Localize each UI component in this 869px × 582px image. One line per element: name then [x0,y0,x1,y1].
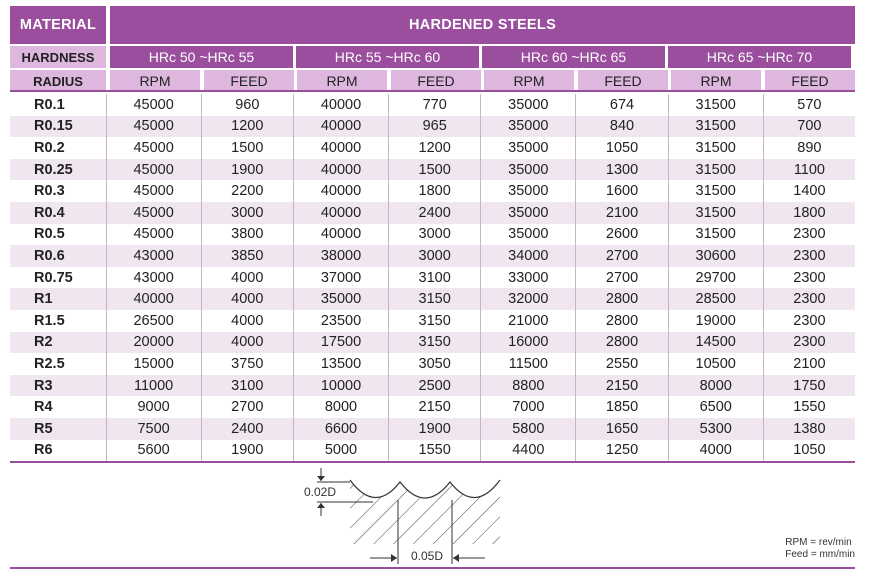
feed-cell: 3000 [389,245,481,267]
rpm-cell: 40000 [293,116,388,138]
radius-cell: R6 [34,442,53,459]
rpm-header: RPM [297,70,387,92]
table-row [10,180,855,202]
rpm-cell: 40000 [293,180,388,202]
rpm-cell: 35000 [481,137,576,159]
scallop-profile [350,480,500,498]
feed-header: FEED [578,70,668,92]
feed-cell: 1380 [763,418,855,440]
feed-cell: 890 [763,137,855,159]
rpm-cell: 19000 [668,310,763,332]
rpm-cell: 43000 [106,267,201,289]
feed-cell: 1100 [763,159,855,181]
feed-header: FEED [204,70,294,92]
units-legend [785,537,855,561]
feed-cell: 3050 [389,353,481,375]
feed-cell: 1800 [389,180,481,202]
rpm-cell: 5600 [106,440,201,462]
feed-cell: 3000 [201,202,293,224]
feed-cell: 3750 [201,353,293,375]
rpm-cell: 21000 [481,310,576,332]
feed-cell: 770 [389,94,481,116]
radius-cell: R0.6 [10,245,106,267]
feed-cell: 1400 [763,180,855,202]
rpm-cell: 5000 [293,440,388,462]
depth-label: 0.02D [304,485,337,499]
feed-cell: 2500 [389,375,481,397]
rpm-cell: 4000 [668,440,763,462]
feed-cell: 2150 [389,396,481,418]
table-header [10,6,855,92]
feed-cell: 4000 [201,310,293,332]
rpm-cell: 28500 [668,288,763,310]
arrow-up-icon [317,503,325,508]
rpm-cell: 40000 [106,288,201,310]
width-label: 0.05D [411,549,444,563]
rpm-cell: 35000 [293,288,388,310]
radius-cell: R0.75 [34,269,73,286]
feed-cell: 1550 [763,396,855,418]
scallop-diagram [295,464,525,564]
radius-cell: R0.4 [10,202,106,224]
rpm-cell: 30600 [668,245,763,267]
rpm-cell: 43000 [106,245,201,267]
feed-cell: 3150 [389,288,481,310]
table-row [10,396,855,418]
feed-cell: 2400 [201,418,293,440]
rpm-cell: 31500 [668,202,763,224]
rpm-cell: 26500 [106,310,201,332]
rpm-cell: 35000 [481,116,576,138]
radius-cell: R1.5 [34,312,65,329]
rpm-cell: 16000 [481,332,576,354]
rpm-cell: 40000 [293,224,388,246]
feed-cell: 1650 [576,418,668,440]
hardness-group: HRc 60 ~HRc 65 [482,46,665,68]
feed-cell: 2800 [576,332,668,354]
rpm-cell: 4400 [481,440,576,462]
hardness-group: HRc 55 ~HRc 60 [296,46,479,68]
radius-cell: R0.15 [10,116,106,138]
feed-cell: 2400 [389,202,481,224]
rpm-cell: 7000 [481,396,576,418]
rpm-cell: 31500 [668,94,763,116]
rpm-cell: 9000 [106,396,201,418]
rpm-cell: 32000 [481,288,576,310]
rpm-cell: 31500 [668,224,763,246]
radius-cell: R1 [10,288,106,310]
feed-cell: 2100 [576,202,668,224]
rpm-cell: 17500 [293,332,388,354]
radius-cell: R0.5 [34,226,65,243]
feed-header: FEED [765,70,855,92]
table-row [10,440,855,462]
rpm-cell: 38000 [293,245,388,267]
rpm-cell: 31500 [668,137,763,159]
rpm-cell: 10000 [293,375,388,397]
table-row [10,202,855,224]
rpm-cell: 14500 [668,332,763,354]
rpm-cell: 7500 [106,418,201,440]
feed-cell: 1800 [763,202,855,224]
rpm-cell: 11500 [481,353,576,375]
radius-cell: R3 [10,375,106,397]
feed-cell: 1750 [763,375,855,397]
feed-cell: 1300 [576,159,668,181]
feed-cell: 1050 [576,137,668,159]
table-row [10,288,855,310]
rpm-cell: 40000 [293,94,388,116]
rpm-cell: 20000 [106,332,201,354]
table-row [10,267,855,289]
radius-cell: R0.1 [34,96,65,113]
rpm-cell: 6600 [293,418,388,440]
rpm-header: RPM [484,70,574,92]
table-row [10,137,855,159]
rpm-cell: 40000 [293,159,388,181]
feed-cell: 2300 [763,310,855,332]
feed-cell: 1200 [389,137,481,159]
feed-cell: 2200 [201,180,293,202]
table-row [10,332,855,354]
feed-cell: 3100 [201,375,293,397]
feed-cell: 3850 [201,245,293,267]
legend-feed: Feed = mm/min [785,549,855,560]
arrow-left-icon [453,554,459,562]
rpm-cell: 45000 [106,159,201,181]
hardness-group: HRc 50 ~HRc 55 [110,46,293,68]
feed-cell: 1250 [576,440,668,462]
rpm-cell: 11000 [106,375,201,397]
feed-cell: 2550 [576,353,668,375]
feed-cell: 4000 [201,267,293,289]
rpm-cell: 35000 [481,94,576,116]
radius-cell: R0.25 [10,159,106,181]
arrow-right-icon [391,554,397,562]
feed-cell: 2800 [576,288,668,310]
rpm-cell: 5300 [668,418,763,440]
material-label: MATERIAL [10,6,106,44]
rpm-cell: 45000 [106,202,201,224]
table-row [10,224,855,246]
feed-cell: 2800 [576,310,668,332]
table-row [10,418,855,440]
feed-cell: 1500 [201,137,293,159]
rpm-cell: 8000 [293,396,388,418]
rpm-cell: 13500 [293,353,388,375]
feed-cell: 3000 [389,224,481,246]
rpm-cell: 5800 [481,418,576,440]
feed-cell: 1600 [576,180,668,202]
feed-cell: 3150 [389,332,481,354]
rpm-cell: 23500 [293,310,388,332]
feed-cell: 1900 [201,440,293,462]
feed-cell: 3100 [389,267,481,289]
feed-cell: 1850 [576,396,668,418]
material-value: HARDENED STEELS [110,6,855,44]
feed-cell: 1500 [389,159,481,181]
feed-cell: 2300 [763,245,855,267]
rpm-cell: 45000 [106,180,201,202]
feed-cell: 2300 [763,288,855,310]
feed-cell: 2600 [576,224,668,246]
rpm-cell: 45000 [106,116,201,138]
table-row [10,159,855,181]
radius-cell: R0.2 [34,139,65,156]
table-row [10,375,855,397]
rpm-cell: 15000 [106,353,201,375]
hardness-row [10,46,855,68]
feed-cell: 2300 [763,267,855,289]
table-row [10,245,855,267]
rpm-cell: 45000 [106,224,201,246]
rpm-cell: 31500 [668,159,763,181]
radius-cell: R2.5 [34,355,65,372]
legend-rpm: RPM = rev/min [785,537,852,548]
rpm-cell: 35000 [481,159,576,181]
rpm-header: RPM [671,70,761,92]
feed-cell: 2700 [576,245,668,267]
rpm-cell: 8800 [481,375,576,397]
rpm-cell: 40000 [293,137,388,159]
rpm-cell: 45000 [106,137,201,159]
feed-cell: 960 [201,94,293,116]
feed-cell: 570 [763,94,855,116]
cutting-data-table [10,94,855,461]
top-divider [10,90,855,92]
feed-cell: 2100 [763,353,855,375]
rpm-cell: 31500 [668,116,763,138]
bottom-divider [10,461,855,463]
feed-cell: 2150 [576,375,668,397]
radius-cell: R0.3 [34,183,65,200]
feed-cell: 1900 [389,418,481,440]
rpm-cell: 35000 [481,180,576,202]
feed-cell: 2300 [763,224,855,246]
hardness-label: HARDNESS [10,46,106,68]
feed-cell: 700 [763,116,855,138]
radius-label: RADIUS [10,70,106,92]
feed-cell: 4000 [201,288,293,310]
feed-cell: 674 [576,94,668,116]
feed-cell: 1050 [763,440,855,462]
radius-cell: R4 [34,399,53,416]
rpm-cell: 40000 [293,202,388,224]
feed-cell: 965 [389,116,481,138]
hatched-workpiece [335,464,515,554]
footer-divider [10,567,855,569]
rpm-header: RPM [110,70,200,92]
feed-header: FEED [391,70,481,92]
table-row [10,310,855,332]
radius-cell: R2 [10,332,106,354]
rpm-cell: 6500 [668,396,763,418]
radius-cell: R5 [10,418,106,440]
rpm-cell: 45000 [106,94,201,116]
rpm-cell: 10500 [668,353,763,375]
table-row [10,94,855,116]
arrow-down-icon [317,476,325,481]
rpm-cell: 35000 [481,224,576,246]
rpm-cell: 34000 [481,245,576,267]
feed-cell: 1900 [201,159,293,181]
rpm-cell: 35000 [481,202,576,224]
rpm-cell: 31500 [668,180,763,202]
feed-cell: 4000 [201,332,293,354]
rpm-cell: 8000 [668,375,763,397]
feed-cell: 2300 [763,332,855,354]
hardness-group: HRc 65 ~HRc 70 [668,46,851,68]
feed-cell: 840 [576,116,668,138]
rpm-cell: 33000 [481,267,576,289]
radius-row [10,70,855,92]
feed-cell: 2700 [576,267,668,289]
feed-cell: 3800 [201,224,293,246]
scallop-diagram-svg [295,464,525,564]
table-row [10,116,855,138]
table-row [10,353,855,375]
rpm-cell: 37000 [293,267,388,289]
feed-cell: 1550 [389,440,481,462]
feed-cell: 3150 [389,310,481,332]
feed-cell: 1200 [201,116,293,138]
rpm-cell: 29700 [668,267,763,289]
feed-cell: 2700 [201,396,293,418]
